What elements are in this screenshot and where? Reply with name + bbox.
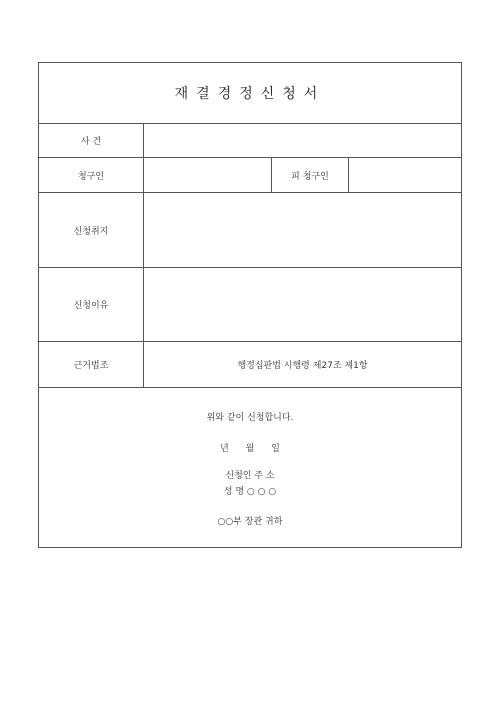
claimant-row <box>39 158 461 193</box>
legal-basis-value: 행정심판법 시행령 제27조 제1항 <box>237 361 368 371</box>
legal-basis-row <box>39 342 461 388</box>
reason-field[interactable] <box>144 268 461 341</box>
date-line: 년 월 일 <box>220 444 280 454</box>
case-field[interactable] <box>144 124 461 157</box>
applicant-address: 신청인 주 소 <box>225 471 275 481</box>
claimant-field[interactable] <box>144 158 272 192</box>
purpose-field[interactable] <box>144 193 461 267</box>
claimant-label: 청구인 <box>39 158 144 192</box>
legal-basis-label: 근거법조 <box>39 342 144 387</box>
purpose-label: 신청취지 <box>39 193 144 267</box>
purpose-row <box>39 193 461 268</box>
respondent-field[interactable] <box>349 158 461 192</box>
applicant-name: 성 명 ○ ○ ○ <box>223 487 277 497</box>
form-title: 재결경정신청서 <box>174 86 326 102</box>
respondent-label: 피 청구인 <box>272 158 349 192</box>
addressee-text: ○○부 장관 귀하 <box>217 517 283 527</box>
signature-block <box>39 388 461 547</box>
title-row <box>39 63 461 124</box>
case-row <box>39 124 461 158</box>
statement-text: 위와 같이 신청합니다. <box>206 413 294 423</box>
case-label: 사 건 <box>39 124 144 157</box>
reason-row <box>39 268 461 342</box>
application-form <box>38 62 462 548</box>
reason-label: 신청이유 <box>39 268 144 341</box>
